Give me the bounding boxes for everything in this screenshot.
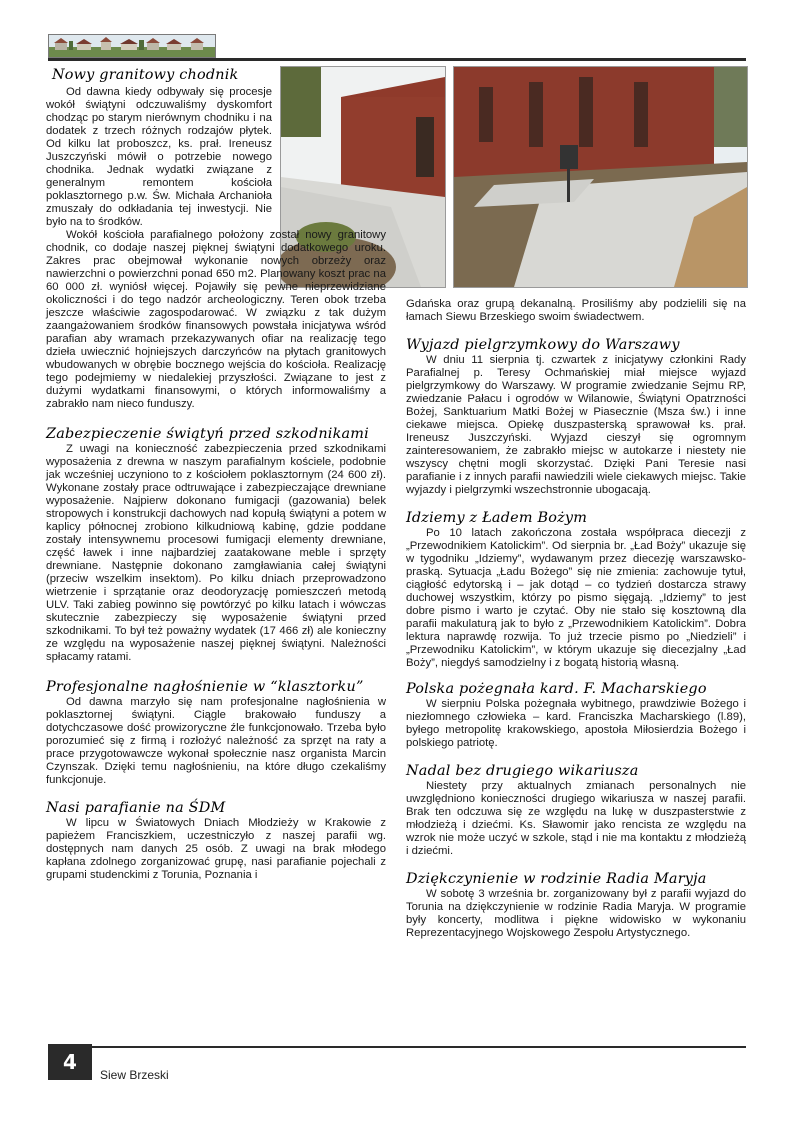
paragraph-wyd-continued: Gdańska oraz grupą dekanalną. Prosiliśmy aby podzielili się na łamach Siewu Brzeskiego swoim świadectwem. [406, 298, 746, 323]
article-column-left [46, 66, 386, 882]
church-sidewalk-photo-right [453, 66, 748, 288]
heading-radio-maryja: Dziękczynienie w rodzinie Radia Maryja [406, 871, 707, 887]
magazine-name: Siew Brzeski [100, 1068, 169, 1082]
paragraph-pest-protection: Z uwagi na konieczność zabezpieczenia przed szkodnikami wyposażenia z drewna w naszym parafialnym kościele, podobnie jak wcześniej uczyniono to z kościołem poklasztornym (24 600 zł). Wykonane zostały prace odtruwające i zabezpieczające drewniane wyposażenie. Najpierw dokonano fumigacji (gazowania) belek stropowych i konstrukcji dachowych nad kopułą świątyni a potem w kaplicy północnej zrobiono kilkudniową kabinę, gdzie poddane zostały intensywnemu procesowi fumigacji elementy drewniane, część ławek i inne najbardziej zaatakowane meble i sprzęty drewniane. Następnie dokonano zamgławiania całej świątyni (przeciw wszelkim insektom). Po kilku dniach przeprowadzono wietrzenie i sprzątanie oraz deodoryzację pomieszczeń metodą ULV. Taki zabieg powinno się powtórzyć po kilku latach i wówczas skutecznie zabezpieczy się wyposażenie świątyni przed szkodnikami. To był też poważny wydatek (17 466 zł) ale konieczny ze względu na wyposażenie naszej pięknej świątyni. Należności spłacamy ratami. [46, 443, 386, 663]
paragraph-lad-bozy: Po 10 latach zakończona została współpraca diecezji z „Przewodnikiem Katolickim”. Od sierpnia br. „Ład Boży” ukazuje się w tygodniku „Idziemy”, wydawanym przez diecezję warszawsko-praską. Sytuacja „Ładu Bożego” się nie zmienia: zachowuje tytuł, ciągłość edytorską i – jak dotąd – co tydzień dostarcza strawy duchowej wszystkim, którzy po pismo sięgają. „Idziemy” to jest dobre pismo i warto je czytać. Oby nie stało się kosztowną dla parafii makulaturą jak to było z „Przewodnikiem Katolickim”. Dobra lektura naprawdę rozwija. To już trzecie pismo po „Niedzieli” i „Przewodniku Katolickim”, w którym ukazuje się diecezjalny „Ład Boży”, niegdyś samodzielny i z bogatą historią własną. [406, 527, 746, 669]
article-column-right [406, 298, 746, 940]
heading-macharski: Polska pożegnała kard. F. Macharskiego [406, 681, 707, 697]
heading-lad-bozy: Idziemy z Ładem Bożym [406, 510, 588, 526]
heading-warsaw-pilgrimage: Wyjazd pielgrzymkowy do Warszawy [406, 337, 680, 353]
paragraph-macharski: W sierpniu Polska pożegnała wybitnego, prawdziwie Bożego i niezłomnego człowieka – kard. Franciszka Macharskiego (l.89), byłego metropolitę krakowskiego, apostoła Miłosierdzia Bożego i polskiego patriotę. [406, 698, 746, 749]
heading-granite-sidewalk: Nowy granitowy chodnik [52, 67, 239, 83]
heading-second-vicar: Nadal bez drugiego wikariusza [406, 763, 639, 779]
paragraph-sound-system: Od dawna marzyło się nam profesjonalne nagłośnienia w poklasztornej świątyni. Ciągle brakowało funduszy a dotychczasowe dość prowizoryczne źle funkcjonowało. Trzeba było porozumieć się z firmą i rozłożyć należność za sprzęt na raty a prace przygotowawcze wykonał społecznie nasz organista Marcin Czynszak. Dzięki temu nagłośnieniu, na które długo czekaliśmy funkcjonuje. [46, 696, 386, 786]
paragraph-wyd-parishioners: W lipcu w Światowych Dniach Młodzieży w Krakowie z papieżem Franciszkiem, uczestniczyło z naszej parafii wg. dostępnych nam danych 25 osób. Z uwagi na brak młodego kapłana zdolnego zorganizować grupę, nasi parafianie pojechali z grupami studenckimi z Torunia, Poznania i [46, 817, 386, 881]
paragraph-sidewalk-details: Wokół kościoła parafialnego położony został nowy granitowy chodnik, co dodaje naszej pięknej świątyni dodatkowego uroku. Zakres prac obejmował wykonanie nowych obrzeży oraz nawierzchni o powierzchni ponad 650 m2. Planowany koszt prac na 60 000 zł. wyniósł więcej. Pojawiły się pewne nieprzewidziane okoliczności i do tego nadzór archeologiczny. Teren obok trzeba jeszcze właściwie zagospodarować. W związku z tak dużym zaangażowaniem środków finansowych powstała inicjatywa wśród parafian aby wramach przekazywanych ofiar na realizację tego dzieła uwiecznić hojniejszych darczyńców na płytach granitowych wbudowanych w obrębie bocznego wejścia do kościoła. Realizację tego podejmiemy w niedalekiej przyszłości. Związane to jest z dużymi wydatkami finansowymi, o których informowaliśmy a zabrakło nam nieco funduszy. [46, 229, 386, 410]
heading-sound-system: Profesjonalne nagłośnienie w “klasztorku” [46, 679, 364, 695]
paragraph-warsaw-pilgrimage: W dniu 11 sierpnia tj. czwartek z inicjatywy członkini Rady Parafialnej p. Teresy Ochmańskiej miał miejsce wyjazd pielgrzymkowy do Warszawy. W programie zwiedzanie Sejmu RP, zwiedzanie Pałacu i ogrodów w Wilanowie, Świątyni Opatrzności Bożej, Sanktuarium Matki Bożej w Piasecznie (Msza św.) i inne ciekawe miejsca. Opiekę duszpasterską sprawował ks. prał. Ireneusz Juszczyński. Wyjazd cieszył się ogromnym zainteresowaniem, że zabrakło miejsc w autokarze i niestety nie wszyscy chętni mogli skorzystać. Dzięki Pani Teresie nasi parafianie i z innych parafii nawiedzili wiele ciekawych miejsc. Takie wyjazdy i pielgrzymki wszechstronnie ubogacają. [406, 354, 746, 496]
footer-rule [92, 1046, 746, 1048]
page-number: 4 [48, 1044, 92, 1080]
header-banner-image [48, 34, 216, 58]
header-rule [48, 58, 746, 61]
heading-pest-protection: Zabezpieczenie świątyń przed szkodnikami [46, 426, 369, 442]
paragraph-second-vicar: Niestety przy aktualnych zmianach personalnych nie uwzględniono konieczności drugiego wikariusza w naszej parafii. Brak ten odczuwa się ze względu na lukę w duszpasterstwie z młodzieżą i dziećmi. Ks. Sławomir jako rencista ze względu na wzrok nie może uczyć w szkole, stąd i nie ma kontaktu z młodzieżą i dziećmi. [406, 780, 746, 857]
paragraph-radio-maryja: W sobotę 3 września br. zorganizowany był z parafii wyjazd do Torunia na dziękczynienie w rodzinie Radia Maryja. W programie były koncerty, modlitwa i piękne widowisko w wykonaniu Reprezentacyjnego Wojskowego Zespołu Artystycznego. [406, 888, 746, 939]
paragraph-sidewalk-intro: Od dawna kiedy odbywały się procesje wokół świątyni odczuwaliśmy dyskomfort chodząc po starym nierównym chodniku i na dodatek z trzech różnych rodzajów płytek. Od kilku lat proboszcz, ks. prał. Ireneusz Juszczyński mówił o potrzebie nowego chodnika. Jednak wydatki związane z generalnym remontem kościoła poklasztornego p.w. Św. Michała Archanioła zmuszały do odkładania tej inwestycji. Nie było na to środków. [46, 86, 272, 228]
heading-wyd-parishioners: Nasi parafianie na ŚDM [46, 800, 226, 816]
